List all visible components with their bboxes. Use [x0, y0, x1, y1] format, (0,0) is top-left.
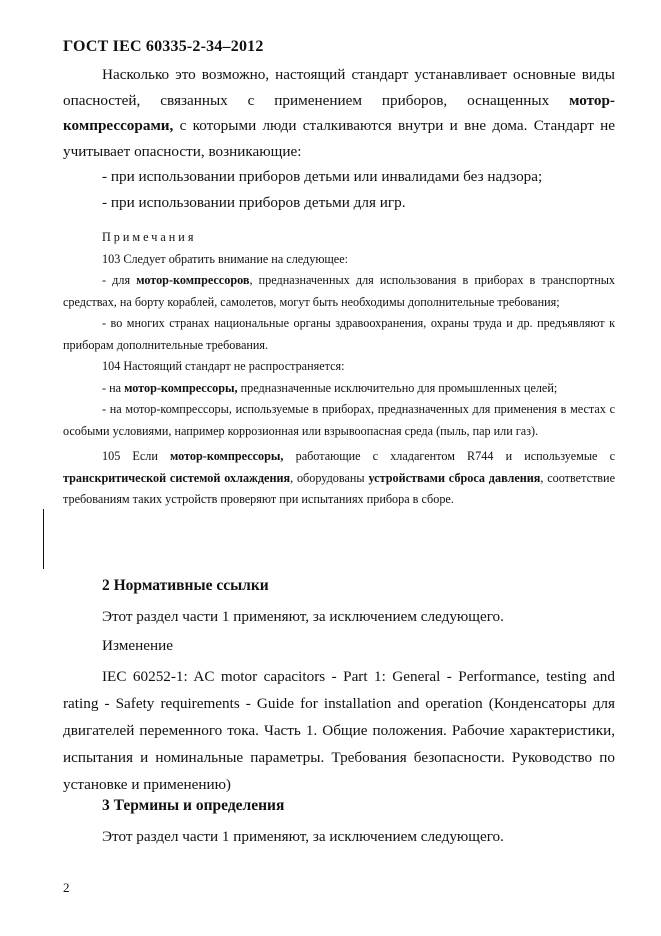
- section-3: [63, 793, 615, 849]
- note-text: 105 Если: [102, 449, 170, 463]
- note-103-item-a: [63, 270, 615, 313]
- intro-text-b: с которыми люди сталкиваются внутри и вне дома. Стандарт не учитывает опасности, возникающие:: [63, 117, 615, 160]
- note-103: 103 Следует обратить внимание на следующее:: [102, 251, 349, 266]
- note-term-bold: мотор-компрессоров: [136, 273, 250, 287]
- note-103-item-b: - во многих странах национальные органы здравоохранения, охраны труда и др. предъявляют к приборам дополнительные требования.: [63, 316, 615, 352]
- note-105: [63, 446, 615, 511]
- notes-label: Примечания: [102, 230, 197, 244]
- intro-paragraph: [63, 62, 615, 164]
- document-header: ГОСТ IEC 60335-2-34–2012: [63, 38, 264, 55]
- note-text: предназначенные исключительно для промышленных целей;: [237, 380, 558, 395]
- section-2-reference: IEC 60252-1: AC motor capacitors - Part 1: General - Performance, testing and rating - Safety requirements - Guide for installation and operation (Конденсаторы для двигателей переменного тока. Часть 1. Общие положения. Рабочие характеристики, испытания и номинальные параметры. Требования безопасности. Руководство по установке и применению): [63, 667, 615, 793]
- note-text: работающие с хладагентом R744 и используемые с: [283, 449, 615, 463]
- note-text: - на: [102, 380, 125, 395]
- intro-text-a: Насколько это возможно, настоящий стандарт устанавливает основные виды опасностей, связанных с применением приборов, оснащенных: [63, 66, 615, 109]
- section-3-paragraph: Этот раздел части 1 применяют, за исключением следующего.: [102, 827, 504, 845]
- note-term-bold: мотор-компрессоры,: [170, 449, 284, 463]
- note-text: , предназначенных для использования в приборах в транспортных средствах, на борту кораблей, самолетов, могут быть необходимы дополнительные требования;: [63, 273, 615, 309]
- intro-list-item: - при использовании приборов детьми для игр.: [102, 193, 406, 211]
- section-2-heading: 2 Нормативные ссылки: [102, 577, 269, 594]
- note-term-bold: устройствами сброса давления: [368, 470, 541, 485]
- intro-list-item: - при использовании приборов детьми или инвалидами без надзора;: [102, 168, 543, 185]
- note-text: , соответствие требованиям таких устройств проверяют при испытаниях прибора в сборе.: [63, 470, 615, 506]
- note-104-item-a: [63, 378, 615, 400]
- note-term-bold: мотор-компрессоры,: [124, 380, 238, 395]
- section-2-paragraph: Этот раздел части 1 применяют, за исключением следующего.: [102, 607, 504, 625]
- note-104-item-b: - на мотор-компрессоры, используемые в приборах, предназначенных для применения в местах с особыми условиями, например коррозионная или взрывоопасная среда (пыль, пар или газ).: [63, 402, 615, 438]
- notes-section: [63, 227, 615, 511]
- intro-term-bold: мотор-компрессорами,: [63, 91, 615, 134]
- section-3-heading: 3 Термины и определения: [102, 797, 285, 814]
- change-bar: [43, 509, 44, 569]
- section-2-change-label: Изменение: [102, 637, 173, 654]
- page-number: 2: [63, 880, 70, 895]
- note-text: - для: [102, 273, 137, 287]
- note-term-bold: транскритической системой охлаждения: [63, 470, 291, 485]
- note-104: 104 Настоящий стандарт не распространяется:: [102, 359, 345, 373]
- intro-section: [63, 62, 615, 215]
- note-text: , оборудованы: [290, 470, 369, 485]
- section-2: [63, 573, 615, 798]
